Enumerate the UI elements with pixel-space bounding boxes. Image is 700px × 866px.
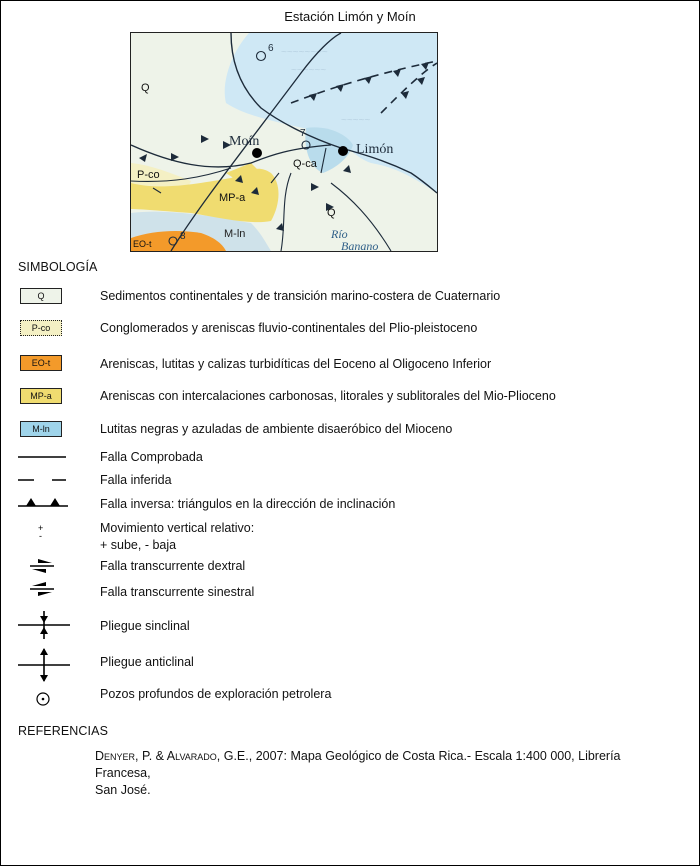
sinistral-fault-icon [14,578,74,600]
reference-authors: Denyer, P. & Alvarado, G.E. [95,749,249,763]
map-label-q-top: Q [141,82,150,94]
vertical-movement-icon [14,522,74,542]
legend-text-thrust-fault: Falla inversa: triángulos en la dirección de inclinación [100,497,396,511]
map-label-mln: M-ln [224,228,246,240]
map-label-well8: 8 [180,231,186,242]
legend-text-oil-well: Pozos profundos de exploración petrolera [100,687,332,701]
legend-text-anticline: Pliegue anticlinal [100,655,194,669]
legend-text-vertical-movement-detail: + sube, - baja [100,538,177,552]
legend-text-eot: Areniscas, lutitas y calizas turbidíticas del Eoceno al Oligoceno Inferior [100,357,492,371]
map-label-mpa: MP-a [219,192,246,204]
reference-line2: San José. [95,783,151,797]
map-label-q-bottom: Q [327,207,336,219]
solid-line-icon [14,452,74,462]
thrust-fault-icon [14,494,74,510]
legend-swatch-pco: P-co [20,320,62,336]
map-label-pco: P-co [137,169,160,181]
reference-citation: , 2007: Mapa Geológico de Costa Rica.- Escala 1:400 000, Librería Francesa, [95,749,621,780]
dashed-line-icon [14,475,74,485]
reference-entry [95,748,675,799]
legend-text-pco: Conglomerados y areniscas fluvio-continentales del Plio-pleistoceno [100,321,478,335]
legend-swatch-eot: EO-t [20,355,62,371]
anticline-icon [14,646,74,684]
legend-text-vertical-movement: Movimiento vertical relativo: [100,521,255,535]
legend-text-dextral: Falla transcurrente dextral [100,559,246,573]
legend-text-solid-fault: Falla Comprobada [100,450,203,464]
svg-text:~~~~~~: ~~~~~~ [291,65,327,76]
legend-heading: SIMBOLOGÍA [18,260,98,274]
legend-text-q: Sedimentos continentales y de transición marino-costera de Cuaternario [100,289,501,303]
legend-text-mpa: Areniscas con intercalaciones carbonosas, litorales y sublitorales del Mio-Plioceno [100,389,556,403]
oil-well-icon [14,689,74,709]
map-svg [131,33,437,251]
legend-text-inferred-fault: Falla inferida [100,473,172,487]
svg-text:~~~~~~~~: ~~~~~~~~ [281,47,328,58]
svg-text:+: + [38,523,44,533]
map-title: Estación Limón y Moín [284,9,416,24]
map-label-rio: Río [331,227,348,241]
map-label-qca: Q-ca [293,158,317,170]
moin-city-marker [252,148,262,158]
geologic-map [130,32,438,252]
limon-city-marker [338,146,348,156]
map-label-well7: 7 [300,128,306,139]
legend-swatch-q: Q [20,288,62,304]
legend-text-sinistral: Falla transcurrente sinestral [100,585,255,599]
dextral-fault-icon [14,555,74,577]
svg-text:~~~~~: ~~~~~ [341,115,371,126]
map-label-well6: 6 [268,43,274,54]
legend-swatch-mln: M-ln [20,421,62,437]
svg-text:-: - [39,531,42,541]
map-label-rio2: Banano [341,239,379,251]
legend-text-syncline: Pliegue sinclinal [100,619,190,633]
legend-text-mln: Lutitas negras y azuladas de ambiente disaeróbico del Mioceno [100,422,453,436]
map-label-limon: Limón [356,142,394,157]
map-label-eot: EO-t [133,239,152,249]
legend-swatch-mpa: MP-a [20,388,62,404]
syncline-icon [14,608,74,642]
map-label-moin: Moín [229,134,260,149]
references-heading: REFERENCIAS [18,724,109,738]
